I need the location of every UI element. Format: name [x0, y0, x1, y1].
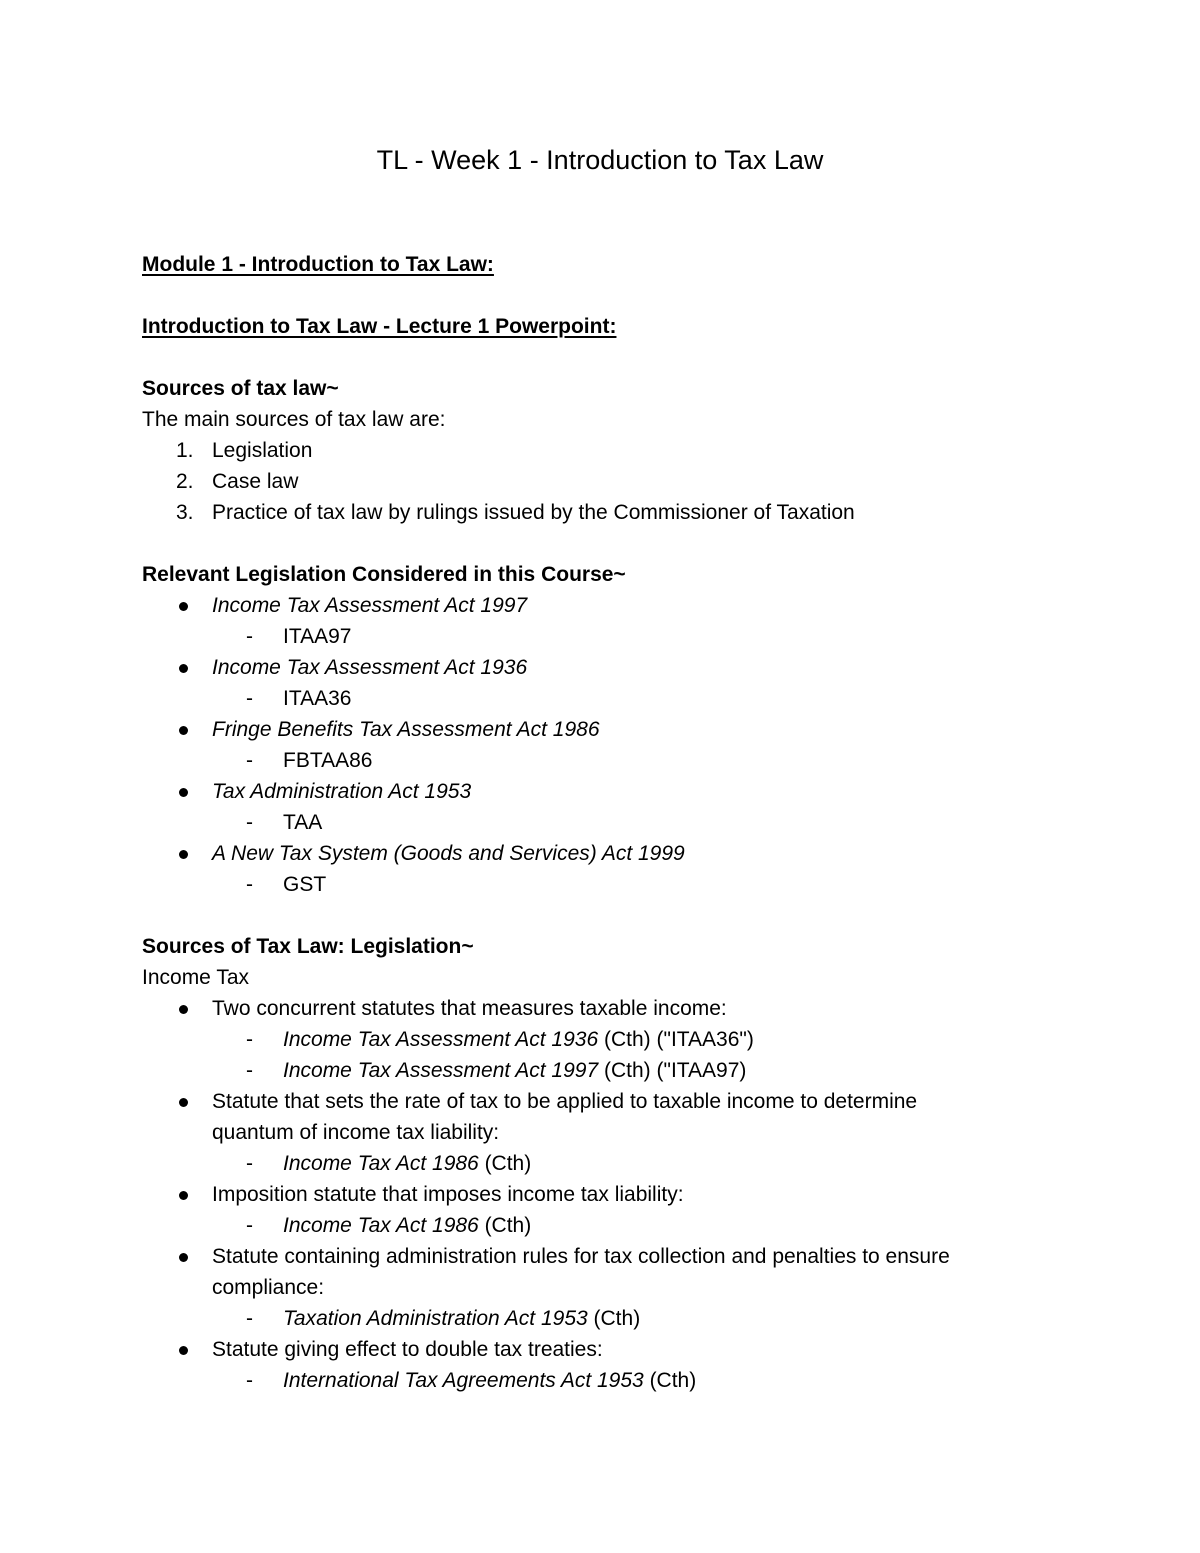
bullet-icon: [179, 1098, 188, 1107]
act-name: Income Tax Act 1986: [283, 1152, 479, 1175]
bullet-text: Two concurrent statutes that measures taxable income:: [212, 997, 727, 1020]
list-item: Case law: [212, 470, 299, 493]
act-name: Income Tax Act 1986: [283, 1214, 479, 1237]
act-name: Income Tax Assessment Act 1936: [283, 1028, 599, 1051]
bullet-text: Statute that sets the rate of tax to be applied to taxable income to determine: [212, 1090, 918, 1113]
bullet-icon: [179, 788, 188, 797]
act-name: Income Tax Assessment Act 1997: [283, 1059, 599, 1082]
sub-item: [283, 1365, 696, 1396]
sub-item: [283, 1148, 531, 1179]
dash-icon: -: [246, 625, 253, 648]
sources-heading: Sources of tax law~: [142, 377, 339, 400]
list-number: 2.: [176, 470, 194, 493]
dash-icon: -: [246, 1152, 253, 1175]
act-name: A New Tax System (Goods and Services) Act 1999: [212, 842, 685, 865]
bullet-icon: [179, 1346, 188, 1355]
act-abbreviation: GST: [283, 873, 327, 896]
lecture-heading: Introduction to Tax Law - Lecture 1 Powerpoint:: [142, 315, 617, 338]
dash-icon: -: [246, 1059, 253, 1082]
list-item: Practice of tax law by rulings issued by the Commissioner of Taxation: [212, 501, 855, 524]
act-name: Income Tax Assessment Act 1997: [212, 594, 528, 617]
list-number: 1.: [176, 439, 194, 462]
act-suffix: (Cth): [478, 1214, 532, 1237]
sub-item: [283, 1210, 531, 1241]
act-abbreviation: ITAA36: [283, 687, 352, 710]
act-abbreviation: TAA: [283, 811, 323, 834]
dash-icon: -: [246, 1307, 253, 1330]
bullet-text: Statute giving effect to double tax treaties:: [212, 1338, 603, 1361]
dash-icon: -: [246, 1214, 253, 1237]
sub-item: [283, 1303, 640, 1334]
bullet-icon: [179, 726, 188, 735]
module-heading: Module 1 - Introduction to Tax Law:: [142, 253, 494, 276]
dash-icon: -: [246, 811, 253, 834]
act-name: Fringe Benefits Tax Assessment Act 1986: [212, 718, 600, 741]
act-name: Tax Administration Act 1953: [212, 780, 472, 803]
act-name: Income Tax Assessment Act 1936: [212, 656, 528, 679]
bullet-icon: [179, 1191, 188, 1200]
sub-item: [283, 1055, 746, 1086]
act-suffix: (Cth): [643, 1369, 697, 1392]
dash-icon: -: [246, 749, 253, 772]
act-suffix: (Cth) ("ITAA36"): [598, 1028, 754, 1051]
act-abbreviation: ITAA97: [283, 625, 352, 648]
bullet-icon: [179, 664, 188, 673]
bullet-text-continued: quantum of income tax liability:: [212, 1121, 500, 1144]
act-suffix: (Cth): [478, 1152, 532, 1175]
bullet-text: Imposition statute that imposes income tax liability:: [212, 1183, 684, 1206]
bullet-icon: [179, 1253, 188, 1262]
dash-icon: -: [246, 1369, 253, 1392]
legislation-subheading: Income Tax: [142, 966, 249, 989]
act-suffix: (Cth) ("ITAA97): [598, 1059, 747, 1082]
act-suffix: (Cth): [587, 1307, 641, 1330]
list-item: Legislation: [212, 439, 313, 462]
act-abbreviation: FBTAA86: [283, 749, 373, 772]
legislation-heading: Sources of Tax Law: Legislation~: [142, 935, 474, 958]
dash-icon: -: [246, 873, 253, 896]
act-name: Taxation Administration Act 1953: [283, 1307, 588, 1330]
relevant-heading: Relevant Legislation Considered in this Course~: [142, 563, 626, 586]
bullet-text-continued: compliance:: [212, 1276, 325, 1299]
dash-icon: -: [246, 1028, 253, 1051]
act-name: International Tax Agreements Act 1953: [283, 1369, 644, 1392]
sources-intro: The main sources of tax law are:: [142, 408, 446, 431]
dash-icon: -: [246, 687, 253, 710]
bullet-icon: [179, 1005, 188, 1014]
bullet-icon: [179, 602, 188, 611]
list-number: 3.: [176, 501, 194, 524]
bullet-text: Statute containing administration rules for tax collection and penalties to ensure: [212, 1245, 950, 1268]
bullet-icon: [179, 850, 188, 859]
sub-item: [283, 1024, 754, 1055]
page-title: TL - Week 1 - Introduction to Tax Law: [376, 145, 824, 175]
